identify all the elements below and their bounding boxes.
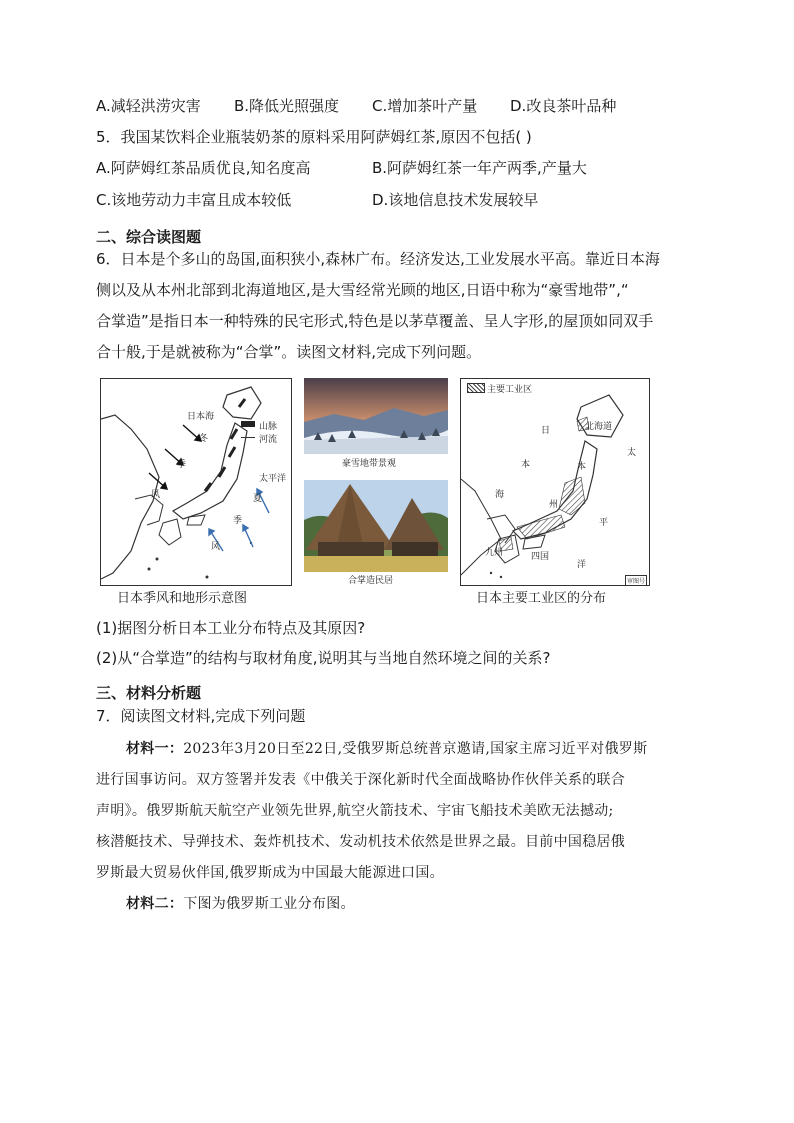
q4-option-a: A.减轻洪涝灾害	[96, 97, 201, 115]
q4-option-c: C.增加茶叶产量	[372, 97, 478, 115]
honshu-char-1: 本	[577, 462, 587, 472]
photo2-caption: 合掌造民居	[348, 576, 394, 586]
q5-option-b: B.阿萨姆红茶一年产两季,产量大	[372, 159, 587, 177]
sea-of-japan-label: 日本海	[187, 412, 215, 422]
mountain-legend-icon	[241, 421, 255, 427]
material1-text-1: 2023年3月20日至22日,受俄罗斯总统普京邀请,国家主席习近平对俄罗斯	[183, 741, 648, 757]
material1-line-2: 进行国事访问。双方签署并发表《中俄关于深化新时代全面战略协作伙伴关系的联合	[96, 772, 626, 788]
winter-char-3: 风	[151, 490, 161, 500]
ocean-char-2: 平	[599, 518, 609, 528]
summer-char-1: 夏	[253, 494, 263, 504]
industrial-legend-icon	[467, 383, 485, 393]
ocean-char-1: 太	[627, 448, 637, 458]
q6-line-4: 合十般,于是就被称为“合掌”。读图文材料,完成下列问题。	[96, 343, 482, 361]
fig1-caption: 日本季风和地形示意图	[117, 591, 248, 606]
sea-char-2: 本	[521, 460, 531, 470]
material1-first-line	[126, 739, 647, 759]
industrial-areas-map	[460, 378, 650, 586]
q5-option-d: D.该地信息技术发展较早	[372, 191, 539, 209]
hokkaido-label: 北海道	[585, 422, 613, 432]
industrial-legend-label: 主要工业区	[487, 385, 533, 395]
map-approval-stamp: 审图号	[625, 575, 647, 586]
material2-line	[126, 894, 355, 914]
q4-option-d: D.改良茶叶品种	[510, 97, 617, 115]
summer-char-3: 风	[211, 542, 221, 552]
material1-line-5: 罗斯最大贸易伙伴国,俄罗斯成为中国最大能源进口国。	[96, 865, 444, 881]
q4-option-b: B.降低光照强度	[234, 97, 340, 115]
monsoon-terrain-map	[100, 378, 292, 586]
river-legend-icon	[241, 437, 255, 438]
legend-mountain-label: 山脉	[259, 422, 278, 432]
q7-stem: 7．阅读图文材料,完成下列问题	[96, 707, 306, 725]
q5-option-c: C.该地劳动力丰富且成本较低	[96, 191, 292, 209]
winter-char-1: 冬	[199, 434, 209, 444]
section2-heading: 二、综合读图题	[96, 228, 202, 246]
photo1-caption: 豪雪地带景观	[342, 459, 397, 468]
honshu-char-2: 州	[549, 500, 559, 510]
winter-char-2: 季	[177, 460, 187, 470]
q6-line-1: 6．日本是个多山的岛国,面积狭小,森林广布。经济发达,工业发展水平高。靠近日本海	[96, 250, 660, 268]
material1-line-3: 声明》。俄罗斯航天航空产业领先世界,航空火箭技术、宇宙飞船技术美欧无法撼动;	[96, 803, 614, 819]
ocean-char-3: 洋	[577, 560, 587, 570]
material1-label: 材料一：	[126, 741, 184, 757]
q6-subquestion-1: (1)据图分析日本工业分布特点及其原因?	[96, 619, 366, 637]
gassho-house-photo	[304, 480, 448, 586]
material1-line-4: 核潜艇技术、导弹技术、轰炸机技术、发动机技术依然是世界之最。目前中国稳居俄	[96, 834, 626, 850]
summer-char-2: 季	[233, 516, 243, 526]
material2-text: 下图为俄罗斯工业分布图。	[183, 896, 355, 912]
q6-line-2: 侧以及从本州北部到北海道地区,是大雪经常光顾的地区,日语中称为“豪雪地带”,“	[96, 281, 629, 299]
q5-option-a: A.阿萨姆红茶品质优良,知名度高	[96, 159, 311, 177]
legend-river-label: 河流	[259, 435, 278, 445]
snow-landscape-photo	[304, 378, 448, 468]
q6-line-3: 合掌造”是指日本一种特殊的民宅形式,特色是以茅草覆盖、呈人字形,的屋顶如同双手	[96, 312, 654, 330]
fig3-caption: 日本主要工业区的分布	[476, 591, 607, 606]
material2-label: 材料二：	[126, 896, 184, 912]
pacific-label: 太平洋	[259, 474, 287, 484]
section3-heading: 三、材料分析题	[96, 684, 202, 702]
sea-char-3: 海	[495, 490, 505, 500]
shikoku-label: 四国	[531, 552, 550, 562]
kyushu-label: 九州	[485, 548, 504, 558]
q5-stem: 5．我国某饮料企业瓶装奶茶的原料采用阿萨姆红茶,原因不包括( )	[96, 128, 532, 146]
sea-char-1: 日	[541, 426, 551, 436]
q6-subquestion-2: (2)从“合掌造”的结构与取材角度,说明其与当地自然环境之间的关系?	[96, 649, 551, 667]
